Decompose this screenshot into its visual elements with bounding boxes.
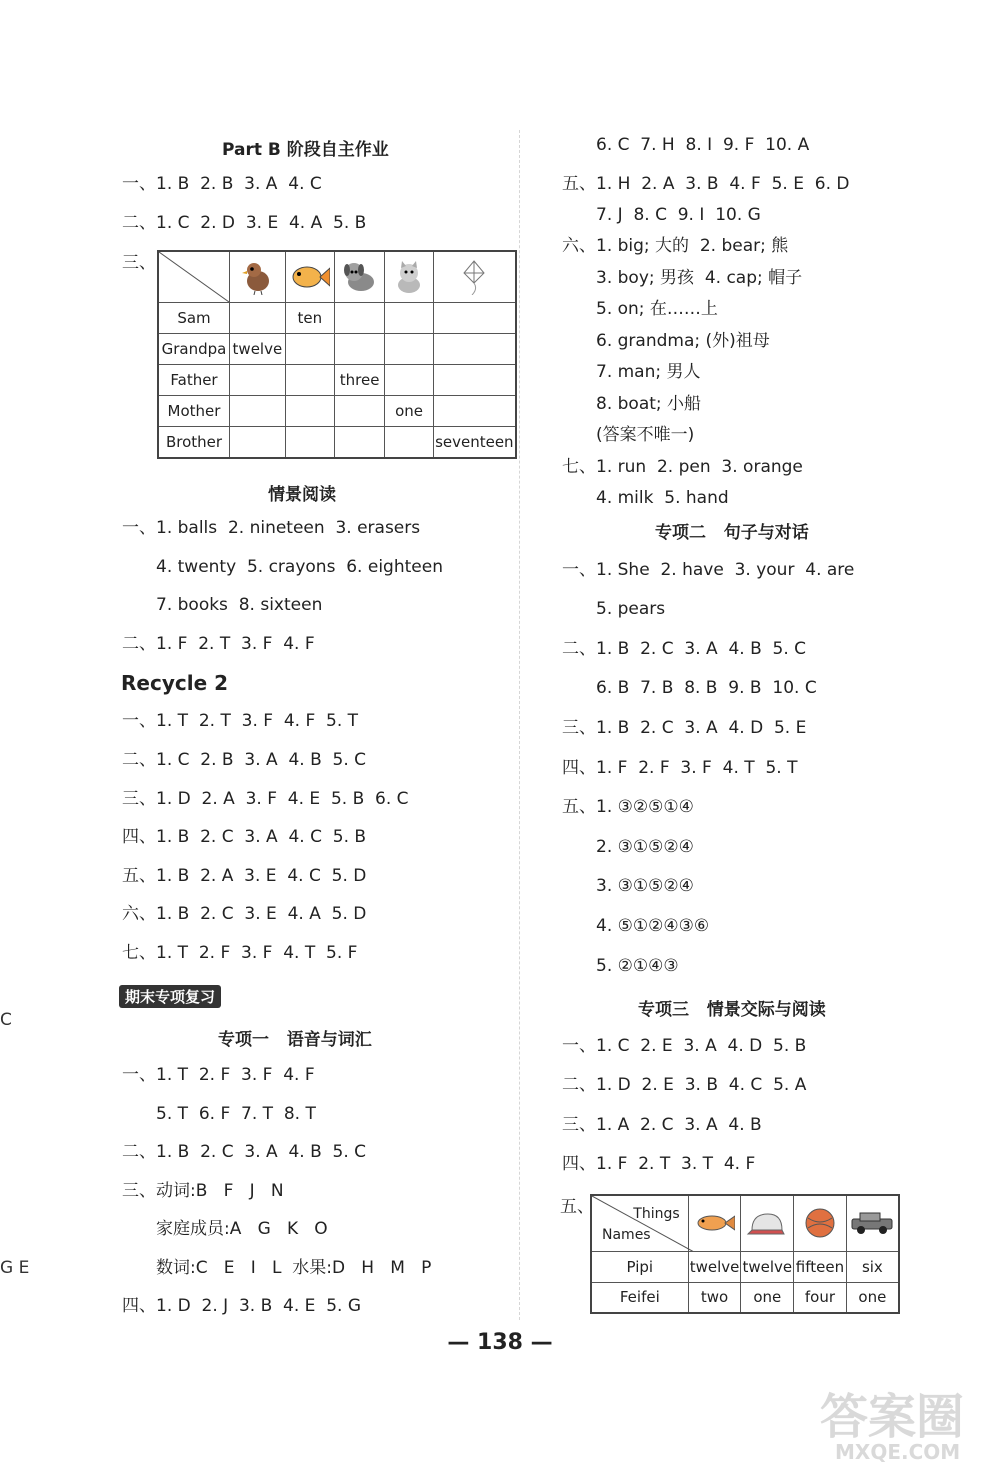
sec2-line-3: 二、1. B 2. C 3. A 4. B 5. C [562,639,807,659]
column-divider [519,130,520,1320]
margin-letter-c: C [0,1010,12,1030]
sec2-line-6: 四、1. F 2. F 3. F 4. T 5. T [562,758,798,778]
right-line-4: 六、1. big; 大的 2. bear; 熊 [562,236,789,256]
recycle-line-7: 七、1. T 2. F 3. F 4. T 5. F [122,943,358,963]
cell [385,427,433,458]
cell [285,365,334,396]
right-line-8: 7. man; 男人 [596,362,701,382]
header-things: Things [633,1206,680,1222]
row-name-pipi: Pipi [591,1251,688,1282]
dog-icon [334,251,385,303]
row-name-feifei: Feifei [591,1282,688,1313]
sec1-title: 专项一 语音与词汇 [218,1030,372,1050]
row-name-father: Father [158,365,230,396]
sec3-line-3: 三、1. A 2. C 3. A 4. B [562,1115,762,1135]
right-line-2: 五、1. H 2. A 3. B 4. F 5. E 6. D [562,174,850,194]
sec1-line-6: 数词:C E I L 水果:D H M P [156,1258,432,1278]
partb-title: Part B 阶段自主作业 [222,140,389,160]
sec1-line-7: 四、1. D 2. J 3. B 4. E 5. G [122,1296,362,1316]
sec2-line-5: 三、1. B 2. C 3. A 4. D 5. E [562,718,807,738]
fish-icon [688,1195,741,1251]
cell [285,334,334,365]
cell [433,365,516,396]
page-number: — 138 — [447,1330,553,1355]
right-line-9: 8. boat; 小船 [596,394,702,414]
cell [385,365,433,396]
cell [334,427,385,458]
cell [230,427,286,458]
sec3-line-4: 四、1. F 2. T 3. T 4. F [562,1154,756,1174]
sec1-line-4: 三、动词:B F J N [122,1181,284,1201]
table-corner [591,1195,688,1251]
reading-line-1: 一、1. balls 2. nineteen 3. erasers [122,518,421,538]
watermark-url: MXQE.COM [835,1440,961,1464]
reading-line-2: 4. twenty 5. crayons 6. eighteen [156,557,443,577]
watermark-logo: 答案圈 [820,1389,965,1445]
right-line-3: 7. J 8. C 9. I 10. G [596,205,761,225]
recycle-line-4: 四、1. B 2. C 3. A 4. C 5. B [122,827,367,847]
sec1-line-1: 一、1. T 2. F 3. F 4. F [122,1065,315,1085]
fish-icon [285,251,334,303]
cell: four [794,1282,847,1313]
sec1-line-5: 家庭成员:A G K O [156,1219,328,1239]
sec2-line-11: 5. ②①④③ [596,956,679,976]
cell [334,303,385,334]
cell [285,396,334,427]
cell [433,303,516,334]
cell: seventeen [433,427,516,458]
sec2-line-2: 5. pears [596,599,666,619]
sec3-line-2: 二、1. D 2. E 3. B 4. C 5. A [562,1075,807,1095]
recycle-line-5: 五、1. B 2. A 3. E 4. C 5. D [122,866,367,886]
partb-line-1: 一、1. B 2. B 3. A 4. C [122,174,322,194]
cell [230,365,286,396]
car-icon [846,1195,899,1251]
cell [334,396,385,427]
sec2-line-9: 3. ③①⑤②④ [596,876,694,896]
cat-icon [385,251,433,303]
row-name-mother: Mother [158,396,230,427]
right-line-1: 6. C 7. H 8. I 9. F 10. A [596,135,810,155]
row-name-sam: Sam [158,303,230,334]
right-line-7: 6. grandma; (外)祖母 [596,331,770,351]
cell: ten [285,303,334,334]
recycle-title: Recycle 2 [121,671,229,695]
sec2-line-10: 4. ⑤①②④③⑥ [596,916,710,936]
recycle-line-1: 一、1. T 2. T 3. F 4. F 5. T [122,711,359,731]
right-line-12: 4. milk 5. hand [596,488,729,508]
cell: one [741,1282,794,1313]
things-table [590,1194,900,1314]
sec3-q5-label: 五、 [560,1197,594,1217]
reading-line-3: 7. books 8. sixteen [156,595,323,615]
sec3-title: 专项三 情景交际与阅读 [638,1000,826,1020]
recycle-line-6: 六、1. B 2. C 3. E 4. A 5. D [122,904,367,924]
cell [433,396,516,427]
bird-icon [230,251,286,303]
margin-letters-ge: G E [0,1258,30,1278]
ball-icon [794,1195,847,1251]
cell [385,303,433,334]
cell: twelve [230,334,286,365]
sec1-line-3: 二、1. B 2. C 3. A 4. B 5. C [122,1142,367,1162]
cell [433,334,516,365]
right-line-6: 5. on; 在……上 [596,299,718,319]
sec2-line-4: 6. B 7. B 8. B 9. B 10. C [596,678,817,698]
partb-q3-label: 三、 [122,253,156,273]
sec2-title: 专项二 句子与对话 [655,523,809,543]
cell [230,396,286,427]
cell [230,303,286,334]
cell [334,334,385,365]
row-name-brother: Brother [158,427,230,458]
reading-line-4: 二、1. F 2. T 3. F 4. F [122,634,315,654]
cell: three [334,365,385,396]
sec3-line-1: 一、1. C 2. E 3. A 4. D 5. B [562,1036,807,1056]
table-corner [158,251,230,303]
right-line-5: 3. boy; 男孩 4. cap; 帽子 [596,268,803,288]
partb-line-2: 二、1. C 2. D 3. E 4. A 5. B [122,213,367,233]
cell: six [846,1251,899,1282]
row-name-grandpa: Grandpa [158,334,230,365]
sec2-line-1: 一、1. She 2. have 3. your 4. are [562,560,855,580]
right-line-11: 七、1. run 2. pen 3. orange [562,457,803,477]
sec2-line-7: 五、1. ③②⑤①④ [562,797,694,817]
cell [385,334,433,365]
kite-icon [433,251,516,303]
animal-count-table [157,250,517,459]
reading-title: 情景阅读 [268,485,336,505]
cell: twelve [688,1251,741,1282]
review-tag: 期末专项复习 [119,985,221,1008]
recycle-line-2: 二、1. C 2. B 3. A 4. B 5. C [122,750,367,770]
sec2-line-8: 2. ③①⑤②④ [596,837,694,857]
cell: two [688,1282,741,1313]
cell: twelve [741,1251,794,1282]
recycle-line-3: 三、1. D 2. A 3. F 4. E 5. B 6. C [122,789,409,809]
cell [285,427,334,458]
right-line-10: (答案不唯一) [596,425,695,445]
sec1-line-2: 5. T 6. F 7. T 8. T [156,1104,316,1124]
cap-icon [741,1195,794,1251]
header-names: Names [602,1226,651,1243]
cell: one [846,1282,899,1313]
cell: fifteen [794,1251,847,1282]
cell: one [385,396,433,427]
